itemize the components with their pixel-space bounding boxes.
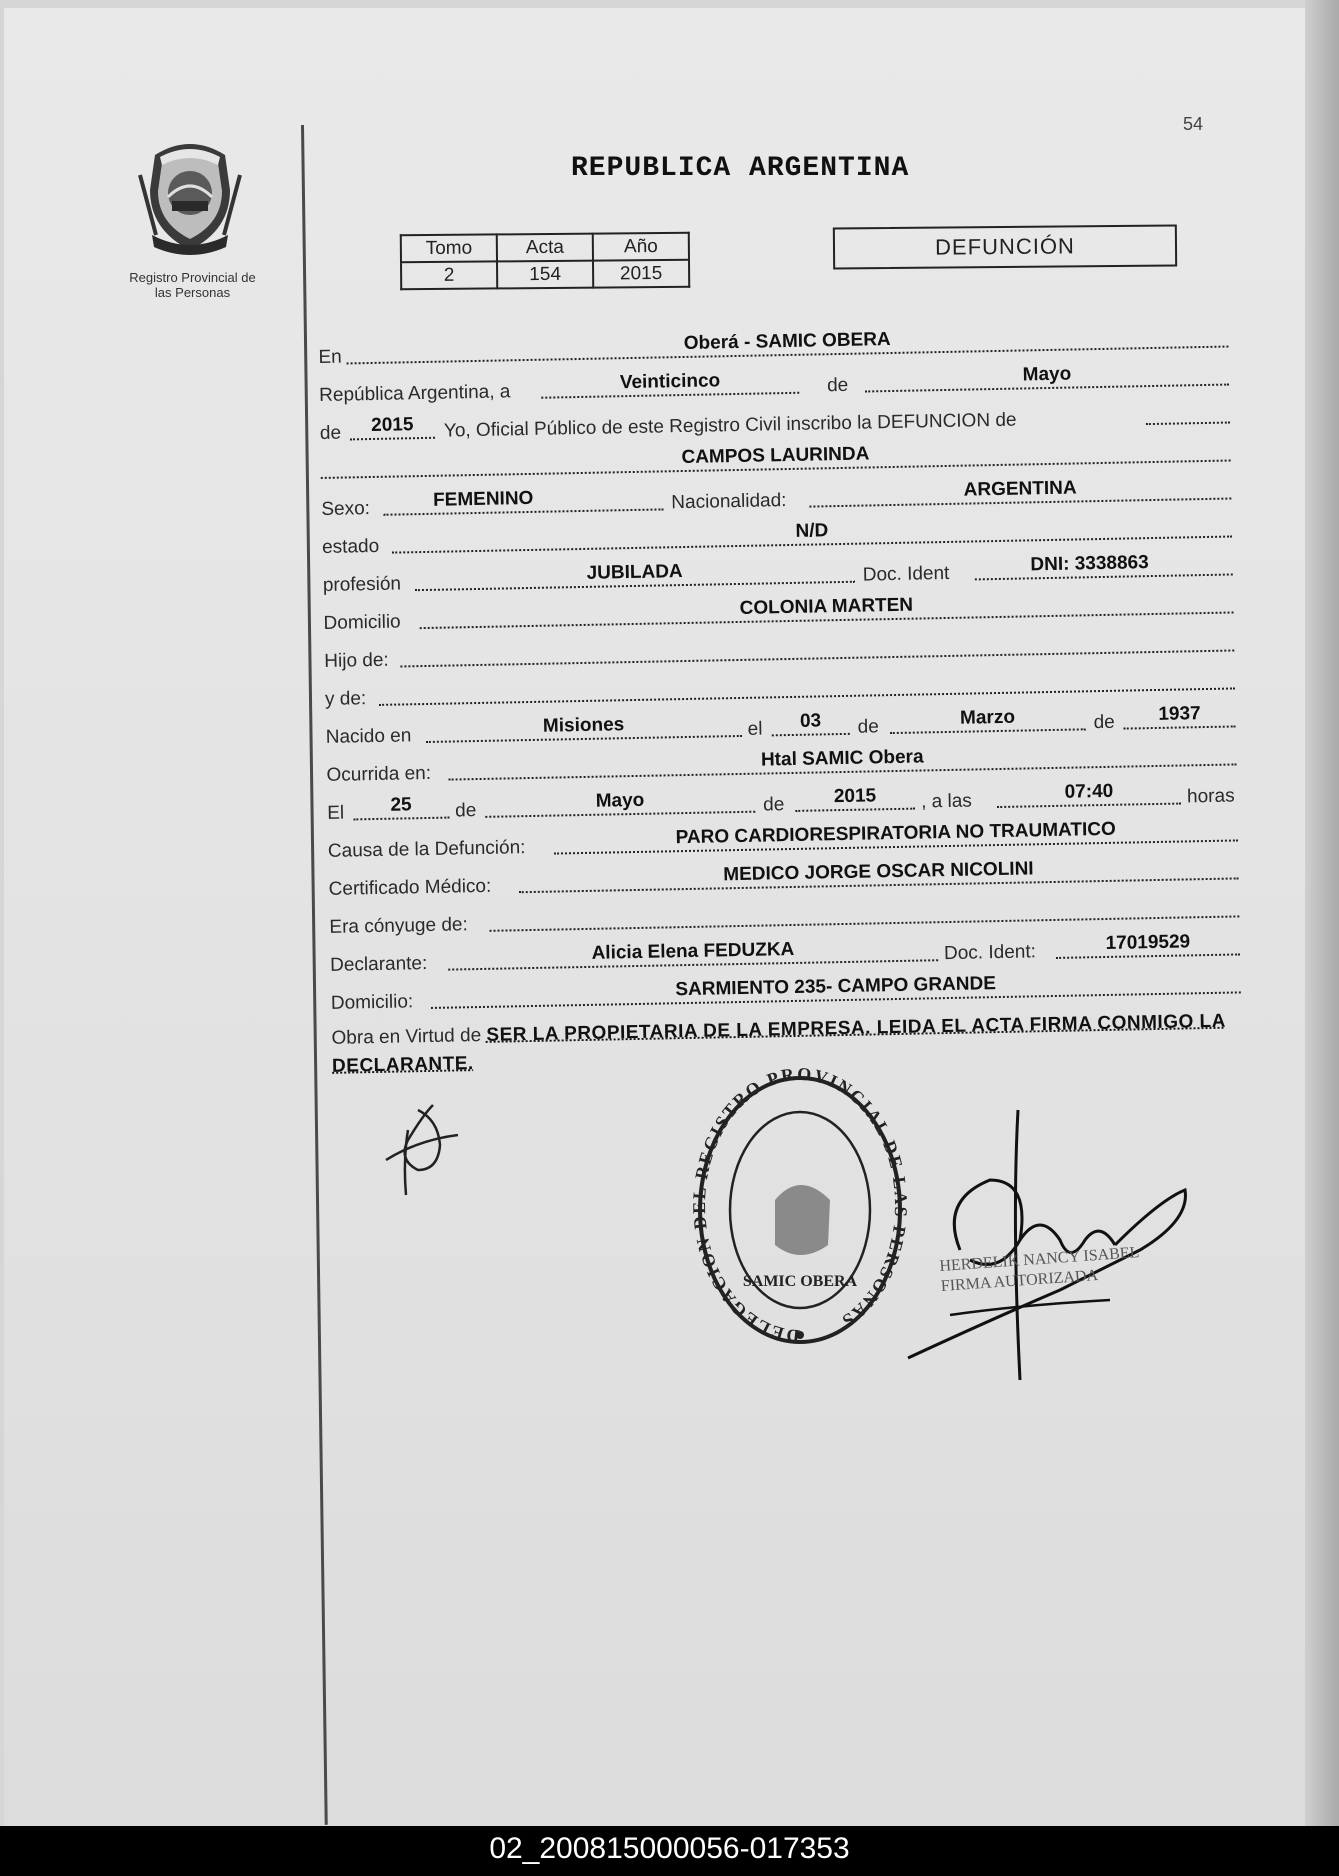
label-el2: El (327, 802, 345, 824)
value-def-mes: Mayo (595, 789, 645, 812)
label-profesion: profesión (322, 573, 402, 596)
authorized-signature (900, 1100, 1200, 1395)
label-republica: República Argentina, a (318, 381, 511, 406)
value-nac-dia: 03 (799, 710, 822, 732)
value-nac-anio: 1937 (1158, 703, 1201, 725)
seal-caption (110, 270, 275, 300)
page-number: 54 (1183, 114, 1204, 134)
registry-value-row (401, 260, 689, 290)
value-causa: PARO CARDIORESPIRATORIA NO TRAUMATICO (675, 818, 1116, 849)
label-domicilio2: Domicilio: (330, 991, 414, 1014)
registry-header-acta: Acta (497, 234, 593, 262)
label-nacido: Nacido en (325, 725, 412, 748)
fill-inscribo (1145, 396, 1230, 426)
label-domicilio: Domicilio (323, 611, 401, 634)
label-estado: estado (321, 535, 380, 558)
registry-value-acta: 154 (497, 261, 593, 289)
label-doc2: Doc. Ident: (943, 941, 1037, 965)
value-dia-texto: Veinticinco (619, 370, 721, 394)
value-declarante: Alicia Elena FEDUZKA (591, 938, 795, 964)
registry-value-anio: 2015 (593, 260, 689, 288)
value-lugar: Oberá - SAMIC OBERA (683, 329, 891, 354)
label-nacionalidad: Nacionalidad: (671, 490, 787, 514)
value-profesion: JUBILADA (586, 561, 683, 584)
official-stamp (680, 1060, 920, 1365)
value-doc: DNI: 3338863 (1030, 552, 1149, 576)
value-nacido-lugar: Misiones (542, 714, 625, 737)
value-hora: 07:40 (1064, 780, 1114, 803)
value-def-anio: 2015 (833, 785, 877, 808)
value-certificado: MEDICO JORGE OSCAR NICOLINI (723, 858, 1034, 886)
label-alas: , a las (920, 790, 973, 813)
footer-code: 02_200815000056-017353 (489, 1832, 850, 1865)
page-edge (1305, 0, 1339, 1826)
document-title: REPUBLICA ARGENTINA (571, 153, 910, 184)
value-nac-mes: Marzo (959, 706, 1016, 729)
registry-header-tomo: Tomo (401, 234, 497, 262)
label-obra: Obra en Virtud de (331, 1024, 482, 1049)
value-domicilio: COLONIA MARTEN (739, 594, 914, 619)
value-estado: N/D (795, 520, 829, 542)
label-doc: Doc. Ident (862, 562, 950, 586)
label-horas: horas (1186, 785, 1235, 808)
label-yde: y de: (324, 688, 367, 710)
value-nombre: CAMPOS LAURINDA (681, 443, 870, 469)
label-nac-de1: de (857, 716, 880, 738)
initial-signature (378, 1100, 468, 1205)
label-de-mes: de (826, 374, 849, 397)
label-inscribo: Yo, Oficial Público de este Registro Civil inscribo la DEFUNCION de (443, 409, 1017, 442)
label-causa: Causa de la Defunción: (327, 837, 526, 862)
value-sexo: FEMENINO (432, 487, 534, 511)
value-domicilio2: SARMIENTO 235- CAMPO GRANDE (675, 973, 997, 1001)
stamp-inner-text: SAMIC OBERA (742, 1273, 858, 1290)
label-hijo: Hijo de: (324, 649, 389, 672)
stamp-ring-textpath: DELEGACION DEL REGISTRO PROVINCIAL DE LAS PERSONAS (688, 1063, 912, 1347)
registry-header-row (401, 233, 689, 263)
label-el: el (747, 718, 763, 740)
label-declarante: Declarante: (329, 953, 428, 976)
value-anio: 2015 (370, 414, 414, 436)
record-type-box: DEFUNCIÓN (833, 224, 1177, 269)
label-certificado: Certificado Médico: (328, 875, 492, 900)
province-seal-logo (130, 135, 250, 260)
value-mes: Mayo (1022, 363, 1072, 386)
registry-value-tomo: 2 (401, 261, 497, 289)
label-de-anio: de (319, 422, 342, 444)
signatory-role: FIRMA AUTORIZADA (940, 1266, 1099, 1295)
value-ocurrida: Htal SAMIC Obera (760, 746, 924, 771)
label-def-de2: de (762, 794, 785, 816)
label-nac-de2: de (1093, 711, 1115, 734)
value-obra: SER LA PROPIETARIA DE LA EMPRESA. LEIDA EL ACTA FIRMA CONMIGO LA DECLARANTE. (331, 1010, 1227, 1077)
value-def-dia: 25 (390, 794, 412, 816)
value-nacionalidad: ARGENTINA (963, 477, 1077, 501)
label-sexo: Sexo: (321, 498, 371, 520)
label-conyuge: Era cónyuge de: (329, 914, 468, 938)
death-record-form (318, 316, 1242, 1081)
signatory-name: HERDELIK NANCY ISABEL (938, 1244, 1140, 1275)
seal-caption-line1: Registro Provincial de (129, 270, 256, 285)
registry-header-anio: Año (593, 233, 689, 261)
value-doc2: 17019529 (1105, 931, 1191, 954)
registry-table (400, 232, 690, 291)
label-en: En (318, 346, 342, 368)
seal-caption-line2: las Personas (154, 285, 231, 300)
label-def-de1: de (454, 800, 477, 822)
label-ocurrida: Ocurrida en: (326, 762, 432, 786)
